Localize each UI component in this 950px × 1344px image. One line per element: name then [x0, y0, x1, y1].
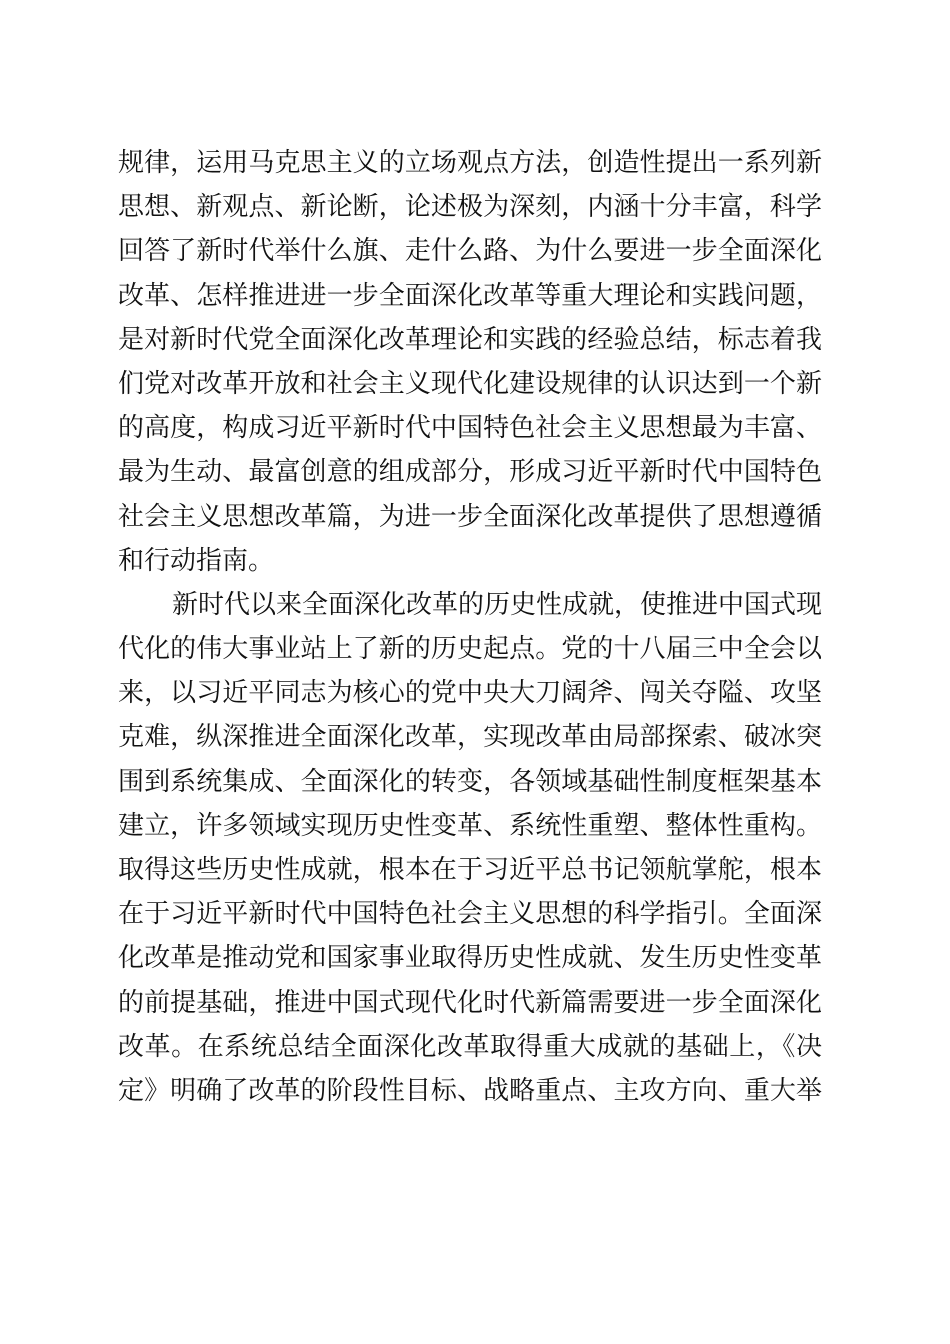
text-line: 最为生动、最富创意的组成部分，形成习近平新时代中国特色 — [118, 457, 822, 488]
text-line: 克难，纵深推进全面深化改革，实现改革由局部探索、破冰突 — [118, 722, 822, 753]
text-line: 改革、怎样推进进一步全面深化改革等重大理论和实践问题， — [118, 280, 822, 311]
paragraph — [118, 583, 822, 1113]
paragraph — [118, 141, 822, 583]
text-line: 改革。在系统总结全面深化改革取得重大成就的基础上，《决 — [118, 1031, 822, 1062]
text-line: 和行动指南。 — [118, 545, 275, 576]
text-line: 思想、新观点、新论断，论述极为深刻，内涵十分丰富，科学 — [118, 192, 822, 223]
text-line: 们党对改革开放和社会主义现代化建设规律的认识达到一个新 — [118, 368, 822, 399]
text-line: 新时代以来全面深化改革的历史性成就，使推进中国式现 — [172, 589, 823, 620]
text-line: 代化的伟大事业站上了新的历史起点。党的十八届三中全会以 — [118, 634, 822, 665]
text-line: 定》明确了改革的阶段性目标、战略重点、主攻方向、重大举 — [118, 1075, 822, 1106]
text-line: 围到系统集成、全面深化的转变，各领域基础性制度框架基本 — [118, 766, 822, 797]
text-line: 取得这些历史性成就，根本在于习近平总书记领航掌舵，根本 — [118, 855, 822, 885]
text-line: 建立，许多领域实现历史性变革、系统性重塑、整体性重构。 — [118, 810, 822, 841]
text-line: 来，以习近平同志为核心的党中央大刀阔斧、闯关夺隘、攻坚 — [118, 678, 822, 709]
text-line: 的高度，构成习近平新时代中国特色社会主义思想最为丰富、 — [118, 413, 822, 444]
text-line: 是对新时代党全面深化改革理论和实践的经验总结，标志着我 — [118, 324, 822, 355]
text-line: 的前提基础，推进中国式现代化时代新篇需要进一步全面深化 — [118, 987, 822, 1018]
text-line: 化改革是推动党和国家事业取得历史性成就、发生历史性变革 — [118, 943, 822, 974]
text-line: 回答了新时代举什么旗、走什么路、为什么要进一步全面深化 — [118, 236, 822, 267]
document-page — [118, 141, 822, 1113]
text-line: 规律，运用马克思主义的立场观点方法，创造性提出一系列新 — [118, 148, 822, 178]
text-line: 社会主义思想改革篇，为进一步全面深化改革提供了思想遵循 — [118, 501, 822, 532]
text-line: 在于习近平新时代中国特色社会主义思想的科学指引。全面深 — [118, 899, 822, 930]
